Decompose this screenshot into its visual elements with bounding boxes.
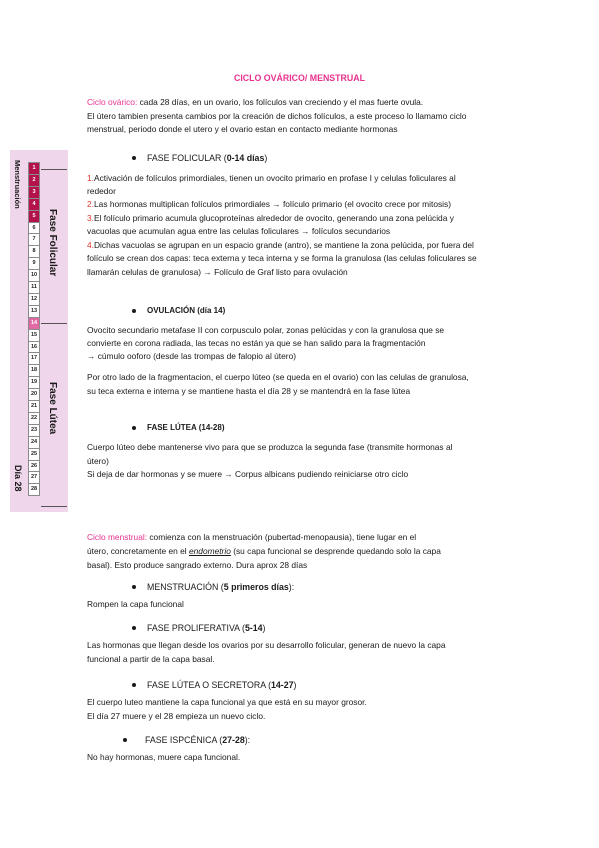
day-cell: 16 [28, 341, 40, 354]
ovario-intro-line3: menstrual, periodo donde el utero y el ovario estan en contacto mediante hormonas [87, 124, 398, 134]
day-cell: 10 [28, 269, 40, 282]
folicular-item-line [87, 185, 116, 197]
timeline-fase-lutea-label: Fase Lútea [47, 382, 58, 435]
page-title: CICLO OVÁRICO/ MENSTRUAL [234, 73, 365, 83]
phase-heading: FASE PROLIFERATIVA (5-14) [147, 623, 266, 633]
menstrual-intro-line3: basal). Esto produce sangrado externo. Dura aprox 28 días [87, 560, 308, 570]
folicular-item-number: 1. [87, 173, 94, 183]
day-cell: 6 [28, 222, 40, 235]
day-cell: 25 [28, 448, 40, 461]
phase-heading: FASE ISPCÉNICA (27-28): [145, 735, 251, 745]
folicular-item-number: 3. [87, 213, 94, 223]
bullet-icon [132, 683, 136, 687]
phase-text: Las hormonas que llegan desde los ovarios por su desarrollo folicular, generan de nuevo la capa [87, 640, 446, 650]
folicular-item-number: 2. [87, 199, 94, 209]
bullet-icon [132, 585, 136, 589]
folicular-item-text: Activación de folículos primordiales, tienen un ovocito primario en profase I y celulas foliculares al [94, 173, 456, 183]
phase-text: funcional a partir de la capa basal. [87, 654, 215, 664]
timeline-fase-folicular-label: Fase Folicular [47, 209, 58, 277]
ovulacion-p1-line2: convierte en corona radiada, las tecas no están ya que se han salido para la fragmentación [87, 338, 426, 348]
bullet-icon [132, 426, 136, 430]
ovulacion-p1-line1: Ovocito secundario metafase II con corpusculo polar, zonas pelúcidas y con la granulosa que se [87, 325, 445, 335]
day-cell: 13 [28, 305, 40, 318]
timeline-dia28-label: Día 28 [13, 465, 23, 492]
folicular-item-line [87, 172, 456, 184]
folicular-heading: FASE FOLICULAR (0-14 días) [147, 153, 268, 163]
menstrual-text: comienza con la menstruación (pubertad-menopausia), tiene lugar en el [147, 532, 417, 542]
phase-text: El día 27 muere y el 28 empieza un nuevo ciclo. [87, 711, 266, 721]
folicular-item-text: folículo se crean dos capas: teca externa y teca interna y se forma la granulosa (las celulas foliculares se [87, 253, 477, 263]
ovulacion-p2-line2: su teca externa e interna y se mantiene hasta el día 28 y se mantendrá en la fase lútea [87, 386, 411, 396]
timeline-menstruacion-label: Menstruación [13, 160, 22, 209]
bullet-icon [132, 156, 136, 160]
lutea-heading: FASE LÚTEA (14-28) [147, 423, 225, 432]
ovulacion-p2-line1: Por otro lado de la fragmentacion, el cuerpo lúteo (se queda en el ovario) con las celulas de granulosa, [87, 372, 469, 382]
folicular-item-line [87, 198, 451, 210]
folicular-item-line [87, 252, 477, 264]
day-cell: 14 [28, 317, 40, 330]
day-cell: 1 [28, 162, 40, 175]
folicular-item-line [87, 212, 454, 224]
lutea-line1: Cuerpo lúteo debe mantenerse vivo para que se produzca la segunda fase (transmite hormonas al [87, 442, 453, 452]
day-cell: 21 [28, 400, 40, 413]
menstrual-label: Ciclo menstrual: [87, 532, 148, 542]
ovario-label: Ciclo ovárico: [87, 97, 138, 107]
endometrio-term: endometrio [188, 546, 231, 556]
menstrual-intro-line1 [87, 531, 416, 543]
day-cell: 26 [28, 460, 40, 473]
day-cell: 22 [28, 412, 40, 425]
bullet-icon [132, 626, 136, 630]
timeline-divider [41, 506, 67, 507]
day-cell: 23 [28, 424, 40, 437]
ovario-intro-line2: El útero tambien presenta cambios por la creación de dichos folículos, a este proceso lo llamamo ciclo [87, 111, 467, 121]
folicular-item-text: vacuolas que acumulan agua entre las celulas foliculares → folículos secundarios [87, 226, 391, 236]
folicular-item-text: llamarán celulas de granulosa) → Folículo de Graf listo para ovulación [87, 267, 348, 277]
lutea-line3: Si deja de dar hormonas y se muere → Corpus albicans pudiendo reiniciarse otro ciclo [87, 469, 409, 479]
folicular-item-text: Dichas vacuolas se agrupan en un espacio grande (antro), se mantiene la zona pelúcida, por fuera del [94, 240, 474, 250]
folicular-item-line [87, 225, 390, 237]
day-cell: 24 [28, 436, 40, 449]
timeline-divider [41, 169, 67, 170]
ovario-text: cada 28 días, en un ovario, los folículos van creciendo y el mas fuerte ovula. [137, 97, 424, 107]
bullet-icon [123, 738, 127, 742]
day-cell: 7 [28, 233, 40, 246]
day-cell: 15 [28, 329, 40, 342]
timeline-divider [41, 323, 67, 324]
day-cell: 2 [28, 174, 40, 187]
phase-heading: MENSTRUACIÓN (5 primeros días): [147, 582, 295, 592]
phase-text: Rompen la capa funcional [87, 599, 184, 609]
day-cell: 8 [28, 245, 40, 258]
menstrual-intro-line2: útero, concretamente en el endometrio (su capa funcional se desprende quedando solo la capa [87, 546, 441, 556]
bullet-icon [132, 309, 136, 313]
day-cell: 4 [28, 198, 40, 211]
day-cell: 11 [28, 281, 40, 294]
day-cell: 9 [28, 257, 40, 270]
folicular-item-text: El folículo primario acumula glucoproteínas alrededor de ovocito, generando una zona pelúcida y [94, 213, 454, 223]
folicular-item-number: 4. [87, 240, 94, 250]
phase-text: No hay hormonas, muere capa funcional. [87, 752, 241, 762]
phase-text: El cuerpo luteo mantiene la capa funcional ya que está en su mayor grosor. [87, 697, 367, 707]
day-cell: 18 [28, 364, 40, 377]
phase-heading: FASE LÚTEA O SECRETORA (14-27) [147, 680, 297, 690]
day-cell: 20 [28, 388, 40, 401]
folicular-item-line [87, 239, 474, 251]
day-cell: 27 [28, 471, 40, 484]
lutea-line2: útero) [87, 456, 109, 466]
day-cell: 5 [28, 210, 40, 223]
day-cell: 12 [28, 293, 40, 306]
folicular-item-line [87, 266, 348, 278]
folicular-item-text: Las hormonas multiplican folículos primordiales → folículo primario (el ovocito crece por mitosis) [94, 199, 452, 209]
day-cell: 3 [28, 186, 40, 199]
day-cell: 19 [28, 376, 40, 389]
ovulacion-p1-line3: → cúmulo ooforo (desde las trompas de falopio al útero) [87, 351, 297, 361]
ovario-intro-line1 [87, 96, 423, 108]
folicular-item-text: rededor [87, 186, 116, 196]
day-cell: 28 [28, 483, 40, 496]
ovulacion-heading: OVULACIÓN (día 14) [147, 306, 226, 315]
day-cell: 17 [28, 352, 40, 365]
